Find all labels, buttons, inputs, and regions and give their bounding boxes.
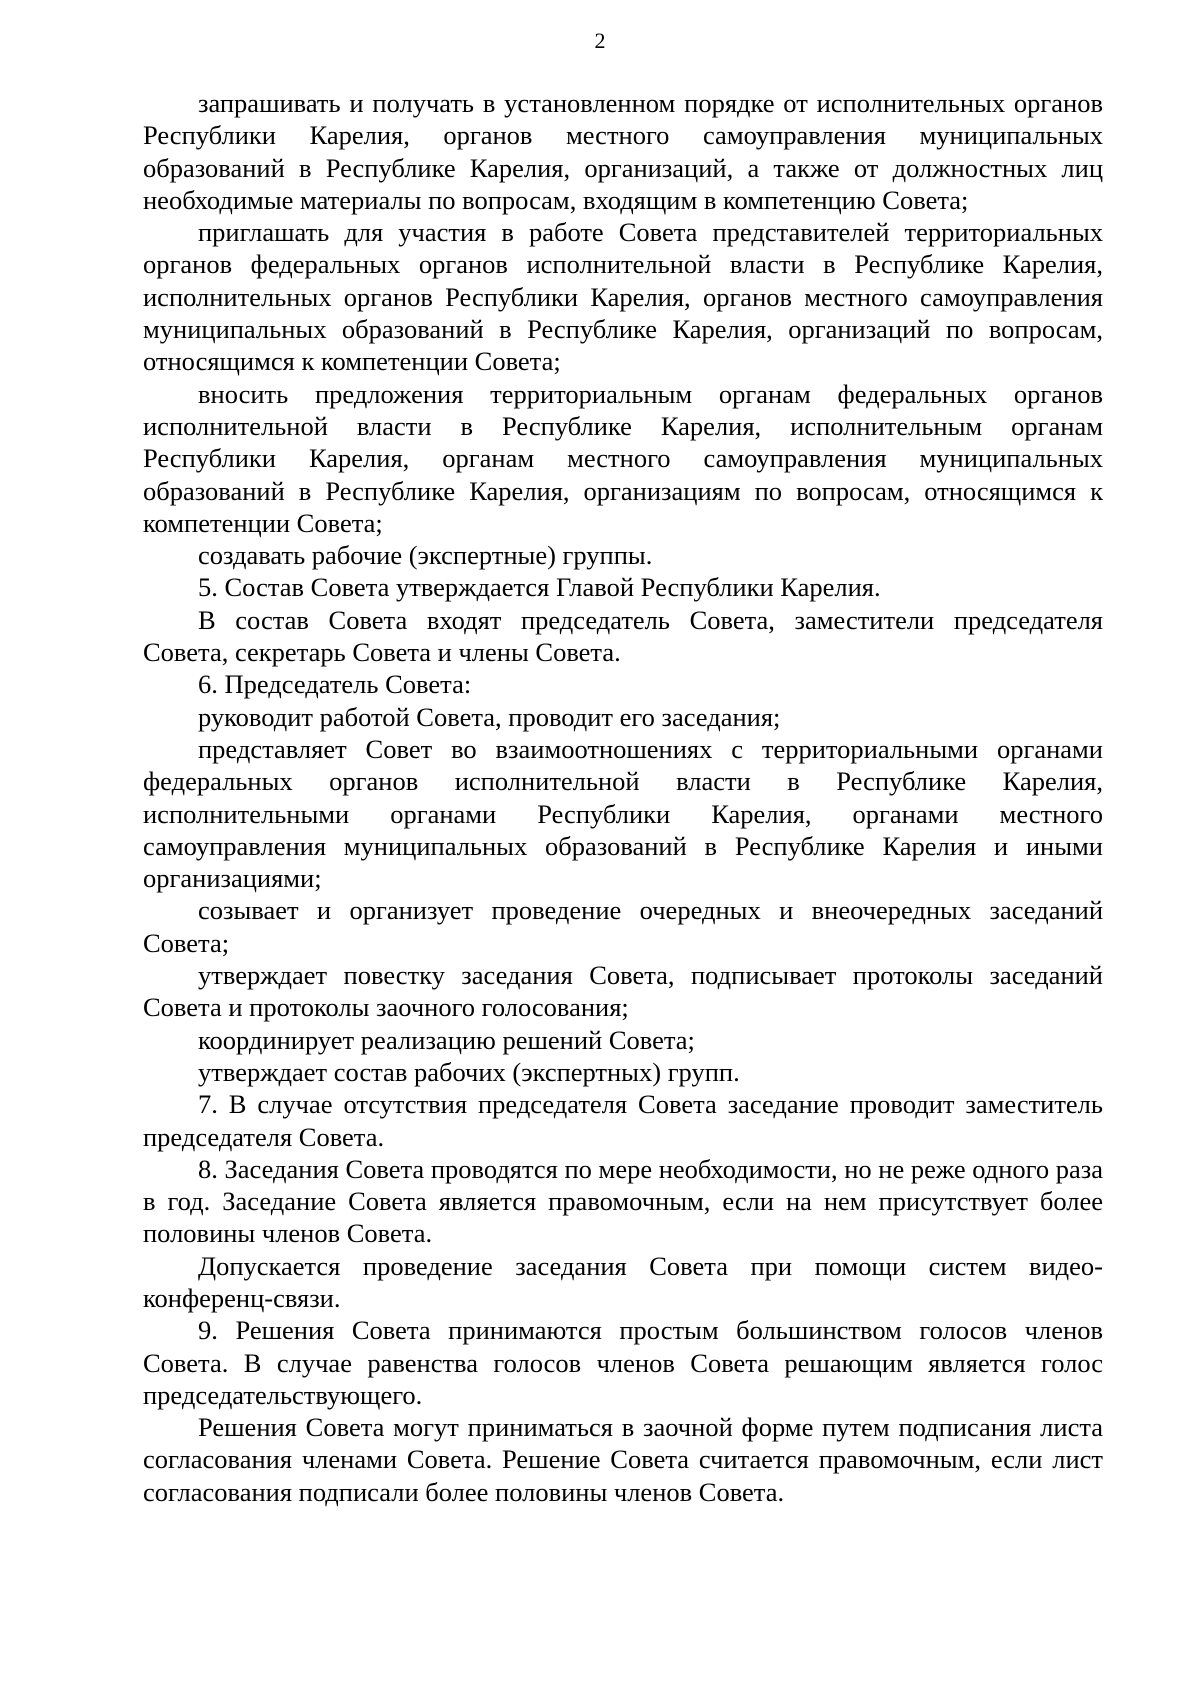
- paragraph-absentee-decisions: Решения Совета могут приниматься в заочной форме путем подписания листа согласования членами Совета. Решение Совета считается правомочным, если лист согласования подписали более половины членов Совета.: [143, 1412, 1103, 1507]
- paragraph-request-materials: запрашивать и получать в установленном порядке от исполнительных органов Республики Карелия, органов местного самоуправления муниципальных образований в Республике Карелия, организаций, а также от должностных лиц необходимые материалы по вопросам, входящим в компетенцию Совета;: [143, 88, 1103, 215]
- paragraph-create-groups: создавать рабочие (экспертные) группы.: [198, 540, 653, 571]
- page-number: 2: [594, 28, 606, 53]
- paragraph-item-5: 5. Состав Совета утверждается Главой Республики Карелия.: [198, 572, 881, 603]
- paragraph-council-composition: В состав Совета входят председатель Совета, заместители председателя Совета, секретарь Совета и члены Совета.: [143, 604, 1103, 668]
- paragraph-approves-groups: утверждает состав рабочих (экспертных) групп.: [198, 1056, 740, 1087]
- paragraph-convenes-meetings: созывает и организует проведение очередных и внеочередных заседаний Совета;: [143, 895, 1103, 958]
- paragraph-invite-representatives: приглашать для участия в работе Совета представителей территориальных органов федеральных органов исполнительной власти в Республике Карелия, исполнительных органов Республики Карелия, органов местного самоуправления муниципальных образований в Республике Карелия, организаций по вопросам, относящимся к компетенции Совета;: [143, 217, 1103, 377]
- paragraph-item-7: 7. В случае отсутствия председателя Совета заседание проводит заместитель председателя Совета.: [143, 1089, 1103, 1152]
- paragraph-approves-agenda: утверждает повестку заседания Совета, подписывает протоколы заседаний Совета и протоколы заочного голосования;: [143, 960, 1103, 1023]
- paragraph-item-6: 6. Председатель Совета:: [198, 669, 472, 700]
- paragraph-video-conference: Допускается проведение заседания Совета при помощи систем видео-конференц-связи.: [143, 1250, 1103, 1313]
- paragraph-item-9: 9. Решения Совета принимаются простым большинством голосов членов Совета. В случае равенства голосов членов Совета решающим является голос председательствующего.: [143, 1315, 1103, 1410]
- paragraph-submit-proposals: вносить предложения территориальным органам федеральных органов исполнительной власти в Республике Карелия, исполнительным органам Республики Карелия, органам местного самоуправления муниципальных образований в Республике Карелия, организациям по вопросам, относящимся к компетенции Совета;: [143, 378, 1103, 538]
- paragraph-represents-council: представляет Совет во взаимоотношениях с территориальными органами федеральных органов исполнительной власти в Республике Карелия, исполнительными органами Республики Карелия, органами местного самоуправления муниципальных образований в Республике Карелия и иными организациями;: [143, 733, 1103, 894]
- paragraph-leads-council: руководит работой Совета, проводит его заседания;: [198, 701, 781, 732]
- document-body: [143, 87, 1103, 1508]
- paragraph-item-8: 8. Заседания Совета проводятся по мере необходимости, но не реже одного раза в год. Заседание Совета является правомочным, если на нем присутствует более половины членов Совета.: [143, 1153, 1103, 1249]
- paragraph-coordinates-decisions: координирует реализацию решений Совета;: [198, 1024, 695, 1055]
